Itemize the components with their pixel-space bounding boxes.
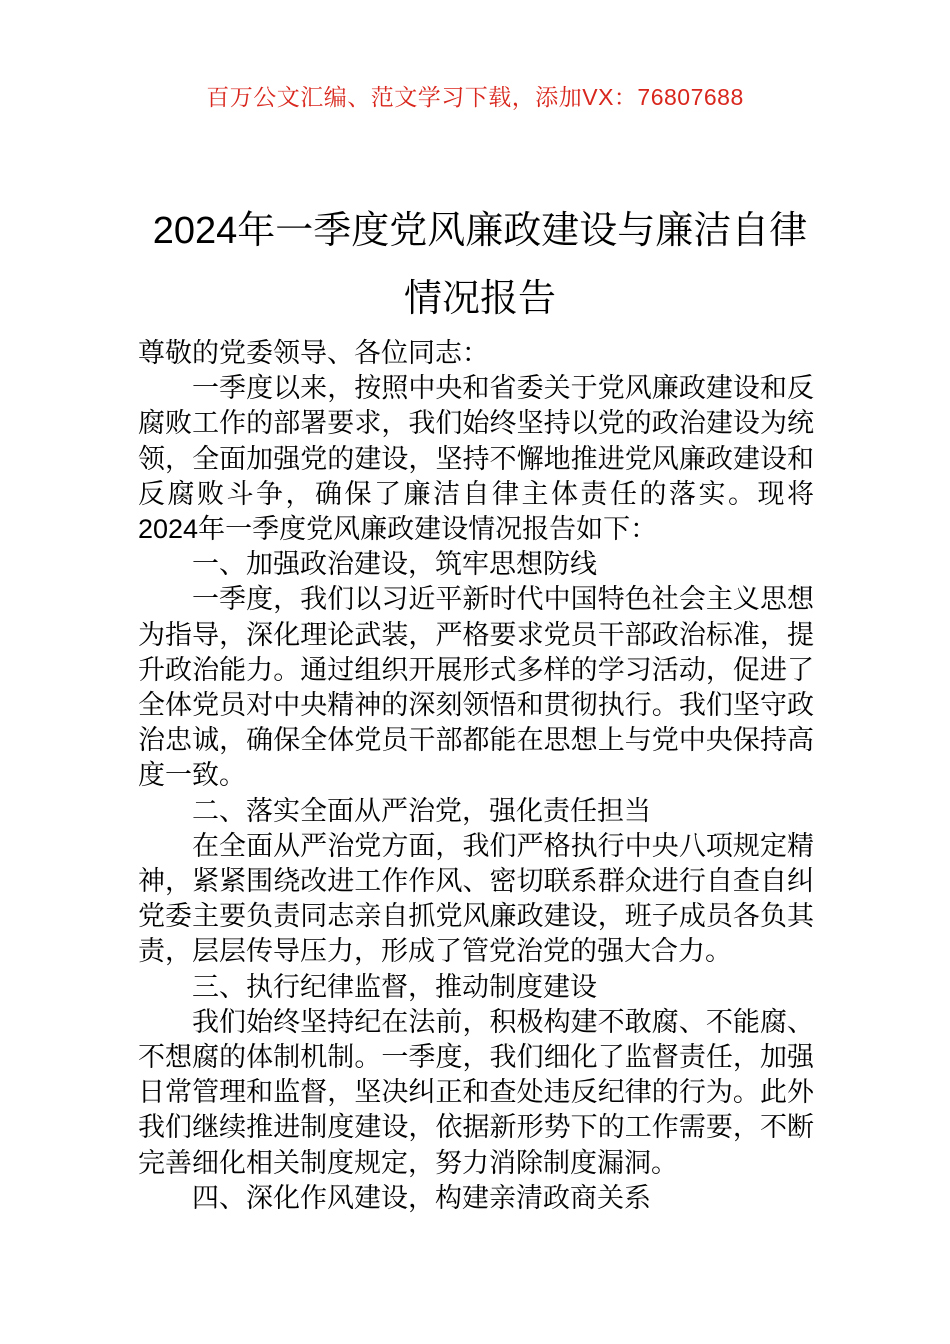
- section-three-body: 我们始终坚持纪在法前，积极构建不敢腐、不能腐、不想腐的体制机制。一季度，我们细化了监督责任，加强日常管理和监督，坚决纠正和查处违反纪律的行为。此外我们继续推进制度建设，依据新形势下的工作需要，不断完善细化相关制度规定，努力消除制度漏洞。: [138, 1006, 814, 1178]
- document-body: [138, 336, 814, 1216]
- section-heading-two: 二、落实全面从严治党，强化责任担当: [192, 795, 651, 826]
- paragraph-opening: 一季度以来，按照中央和省委关于党风廉政建设和反腐败工作的部署要求，我们始终坚持以党的政治建设为统领，全面加强党的建设，坚持不懈地推进党风廉政建设和反腐败斗争，确保了廉洁自律主体责任的落实。现将2024年一季度党风廉政建设情况报告如下：: [138, 373, 814, 545]
- section-heading-three: 三、执行纪律监督，推动制度建设: [192, 971, 597, 1002]
- section-heading-four: 四、深化作风建设，构建亲清政商关系: [192, 1182, 651, 1213]
- section-two-body: 在全面从严治党方面，我们严格执行中央八项规定精神，紧紧围绕改进工作作风、密切联系群众进行自查自纠党委主要负责同志亲自抓党风廉政建设，班子成员各负其责，层层传导压力，形成了管党治党的强大合力。: [138, 830, 814, 967]
- promo-banner-text: 百万公文汇编、范文学习下载，添加VX：76807688: [206, 84, 744, 110]
- document-title: 2024年一季度党风廉政建设与廉洁自律情况报告: [152, 210, 808, 321]
- paragraph-salutation: 尊敬的党委领导、各位同志：: [138, 338, 489, 368]
- section-heading-one: 一、加强政治建设，筑牢思想防线: [192, 549, 597, 580]
- section-one-body: 一季度，我们以习近平新时代中国特色社会主义思想为指导，深化理论武装，严格要求党员干部政治标准，提升政治能力。通过组织开展形式多样的学习活动，促进了全体党员对中央精神的深刻领悟和贯彻执行。我们坚守政治忠诚，确保全体党员干部都能在思想上与党中央保持高度一致。: [138, 584, 814, 791]
